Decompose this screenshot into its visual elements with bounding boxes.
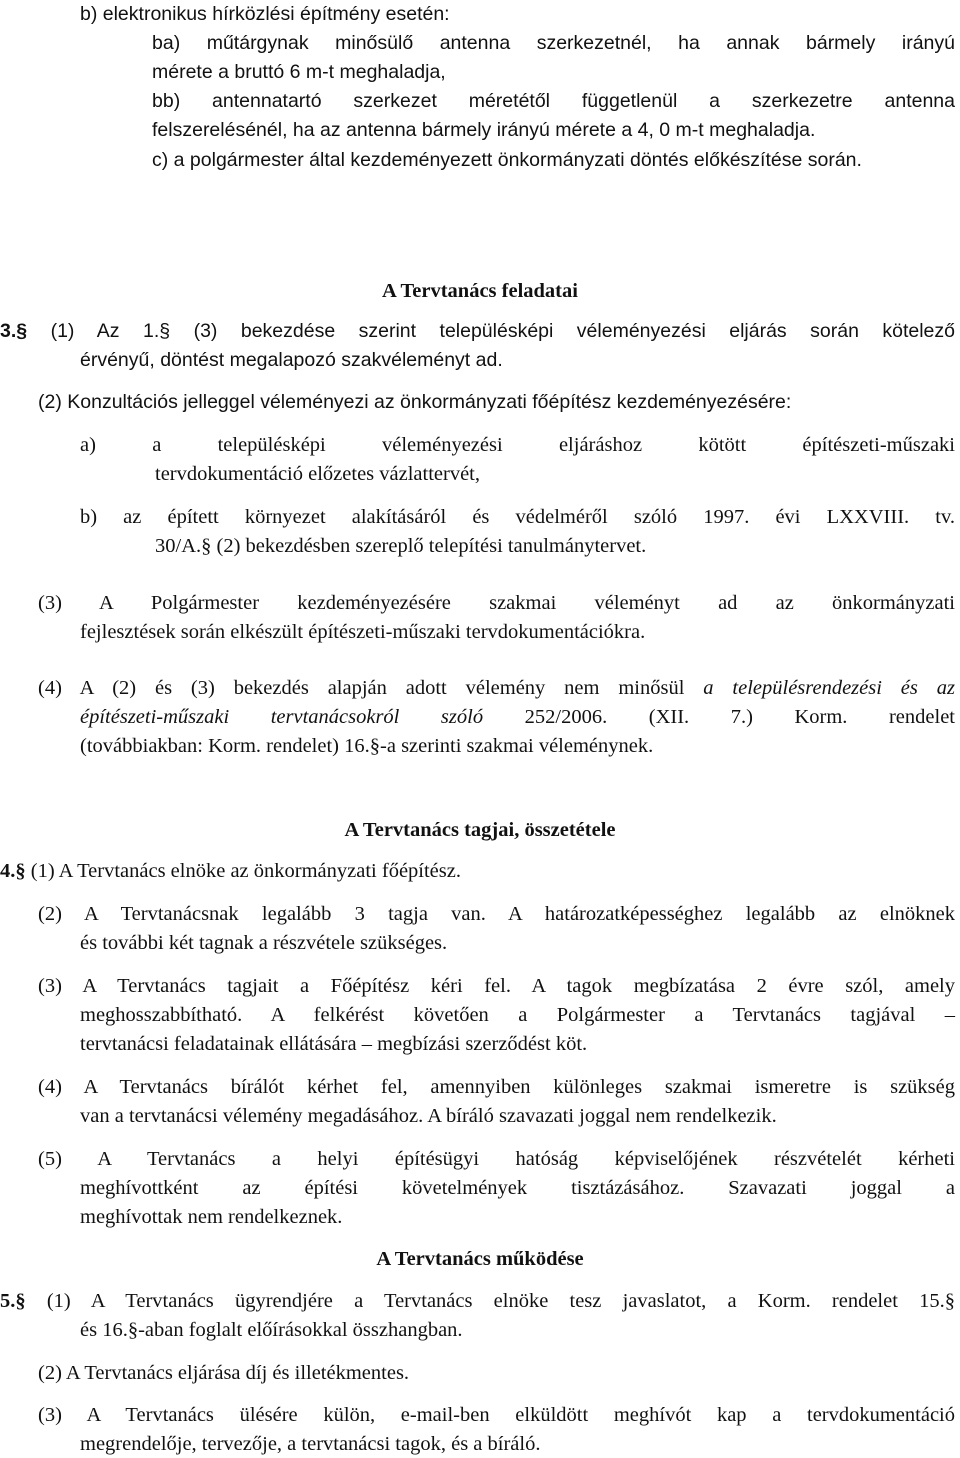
section-3-para-3-line2: fejlesztések során elkészült építészeti-műszaki tervdokumentációkra. — [80, 621, 646, 643]
section-3-item-b-line1: b) az épített környezet alakításáról és védelméről szóló 1997. évi LXXVIII. tv. — [80, 506, 955, 528]
section-5-para-1-line1 — [0, 1289, 955, 1313]
item-bb-line1: bb) antennatartó szerkezet méretétől függetlenül a szerkezetre antenna — [152, 90, 955, 112]
section-5-para-2: (2) A Tervtanács eljárása díj és illetékmentes. — [38, 1362, 410, 1384]
section-3-para-1-start: (1) Az 1. — [27, 320, 160, 342]
section-5-para-1-rest: -aban foglalt előírásokkal összhangban. — [138, 1319, 463, 1341]
section-symbol: § — [201, 535, 212, 557]
section-5-para-1-text: (1) A Tervtanács ügyrendjére a Tervtanács elnöke tesz javaslatot, a Korm. rendelet 15. — [25, 1290, 945, 1312]
section-3-para-4-line1 — [38, 676, 955, 700]
section-4-para-1-text: (1) A Tervtanács elnöke az önkormányzati főépítész. — [25, 860, 461, 882]
section-4-para-4-line2: van a tervtanácsi vélemény megadásához. A bíráló szavazati joggal nem rendelkezik. — [80, 1105, 777, 1127]
section-5-heading: A Tervtanács működése — [376, 1248, 584, 1270]
section-5-para-1-ref: és 16. — [80, 1319, 128, 1341]
item-c: c) a polgármester által kezdeményezett önkormányzati döntés előkészítése során. — [152, 149, 862, 171]
section-4-heading: A Tervtanács tagjai, összetétele — [344, 819, 616, 841]
section-3-para-2: (2) Konzultációs jelleggel véleményezi az önkormányzati főépítész kezdeményezésére: — [38, 391, 792, 413]
section-3-para-4-line3-start: (továbbiakban: Korm. rendelet) 16. — [80, 735, 370, 757]
section-symbol: § — [15, 1290, 26, 1312]
section-symbol: § — [159, 320, 171, 342]
section-3-para-1-line1 — [0, 319, 955, 343]
section-3-item-a-line1: a) a településképi véleményezési eljáráshoz kötött építészeti-műszaki — [80, 434, 955, 456]
section-3-heading: A Tervtanács feladatai — [382, 280, 578, 302]
section-symbol: § — [15, 860, 26, 882]
section-3-item-a-line2: tervdokumentáció előzetes vázlattervét, — [155, 463, 480, 485]
section-3-para-1-line2: érvényű, döntést megalapozó szakvéleményt ad. — [80, 349, 503, 371]
section-symbol: § — [369, 735, 381, 757]
section-5-number: 5. — [0, 1290, 16, 1312]
section-4-para-3-line3: tervtanácsi feladatainak ellátására – megbízási szerződést köt. — [80, 1033, 588, 1055]
section-5-para-3-line2: megrendelője, tervezője, a tervtanácsi tagok, és a bíráló. — [80, 1433, 541, 1455]
section-4-number: 4. — [0, 860, 16, 882]
section-symbol: § — [127, 1319, 139, 1341]
section-4-para-3-line2: meghosszabbítható. A felkérést követően a Polgármester a Tervtanács tagjával – — [80, 1004, 955, 1026]
section-4-para-3-line1: (3) A Tervtanács tagjait a Főépítész kéri fel. A tagok megbízatása 2 évre szól, amely — [38, 975, 955, 997]
section-3-para-3-line1: (3) A Polgármester kezdeményezésére szakmai véleményt ad az önkormányzati — [38, 592, 955, 614]
section-symbol: § — [16, 320, 28, 342]
section-5-para-3-line1: (3) A Tervtanács ülésére külön, e-mail-ben elküldött meghívót kap a tervdokumentáció — [38, 1404, 955, 1426]
section-3-para-4-line3-end: -a szerinti szakmai véleménynek. — [380, 735, 654, 757]
section-4-para-4-line1: (4) A Tervtanács bírálót kérhet fel, amennyiben különleges szakmai ismeretre is szükség — [38, 1076, 955, 1098]
section-3-item-b-rest: (2) bekezdésben szereplő telepítési tanulmánytervet. — [211, 535, 647, 557]
section-3-para-4-italic-1: a településrendezési és az — [703, 677, 955, 699]
section-3-para-4-ref: 252/2006. (XII. 7.) Korm. rendelet — [483, 706, 955, 728]
item-bb-line2: felszerelésénél, ha az antenna bármely irányú mérete a 4, 0 m-t meghaladja. — [152, 119, 816, 141]
section-4-para-1 — [0, 859, 461, 883]
item-b-intro: b) elektronikus hírközlési építmény esetén: — [80, 3, 450, 25]
section-3-item-b-ref: 30/A. — [155, 535, 202, 557]
item-ba-line1: ba) műtárgynak minősülő antenna szerkezetnél, ha annak bármely irányú — [152, 32, 955, 54]
section-5-para-1-line2 — [80, 1318, 463, 1342]
section-3-para-4-line3 — [80, 734, 653, 758]
section-4-para-5-line3: meghívottak nem rendelkeznek. — [80, 1206, 343, 1228]
section-4-para-5-line2: meghívottként az építési követelmények tisztázásához. Szavazati joggal a — [80, 1177, 955, 1199]
item-ba-line2: mérete a bruttó 6 m-t meghaladja, — [152, 61, 446, 83]
section-symbol: § — [944, 1290, 955, 1312]
section-3-para-4-start: (4) A (2) és (3) bekezdés alapján adott vélemény nem minősül — [38, 677, 704, 699]
section-3-number: 3. — [0, 320, 17, 342]
section-4-para-5-line1: (5) A Tervtanács a helyi építésügyi hatóság képviselőjének részvételét kérheti — [38, 1148, 955, 1170]
section-3-item-b-line2 — [155, 534, 646, 558]
section-3-para-4-italic-2: építészeti-műszaki tervtanácsokról szóló — [80, 706, 484, 728]
section-3-para-1-tail: (3) bekezdése szerint településképi véleményezési eljárás során kötelező — [170, 320, 955, 342]
section-4-para-2-line1: (2) A Tervtanácsnak legalább 3 tagja van. A határozatképességhez legalább az elnöknek — [38, 903, 955, 925]
section-4-para-2-line2: és további két tagnak a részvétele szükséges. — [80, 932, 448, 954]
section-3-para-4-line2 — [80, 705, 955, 729]
